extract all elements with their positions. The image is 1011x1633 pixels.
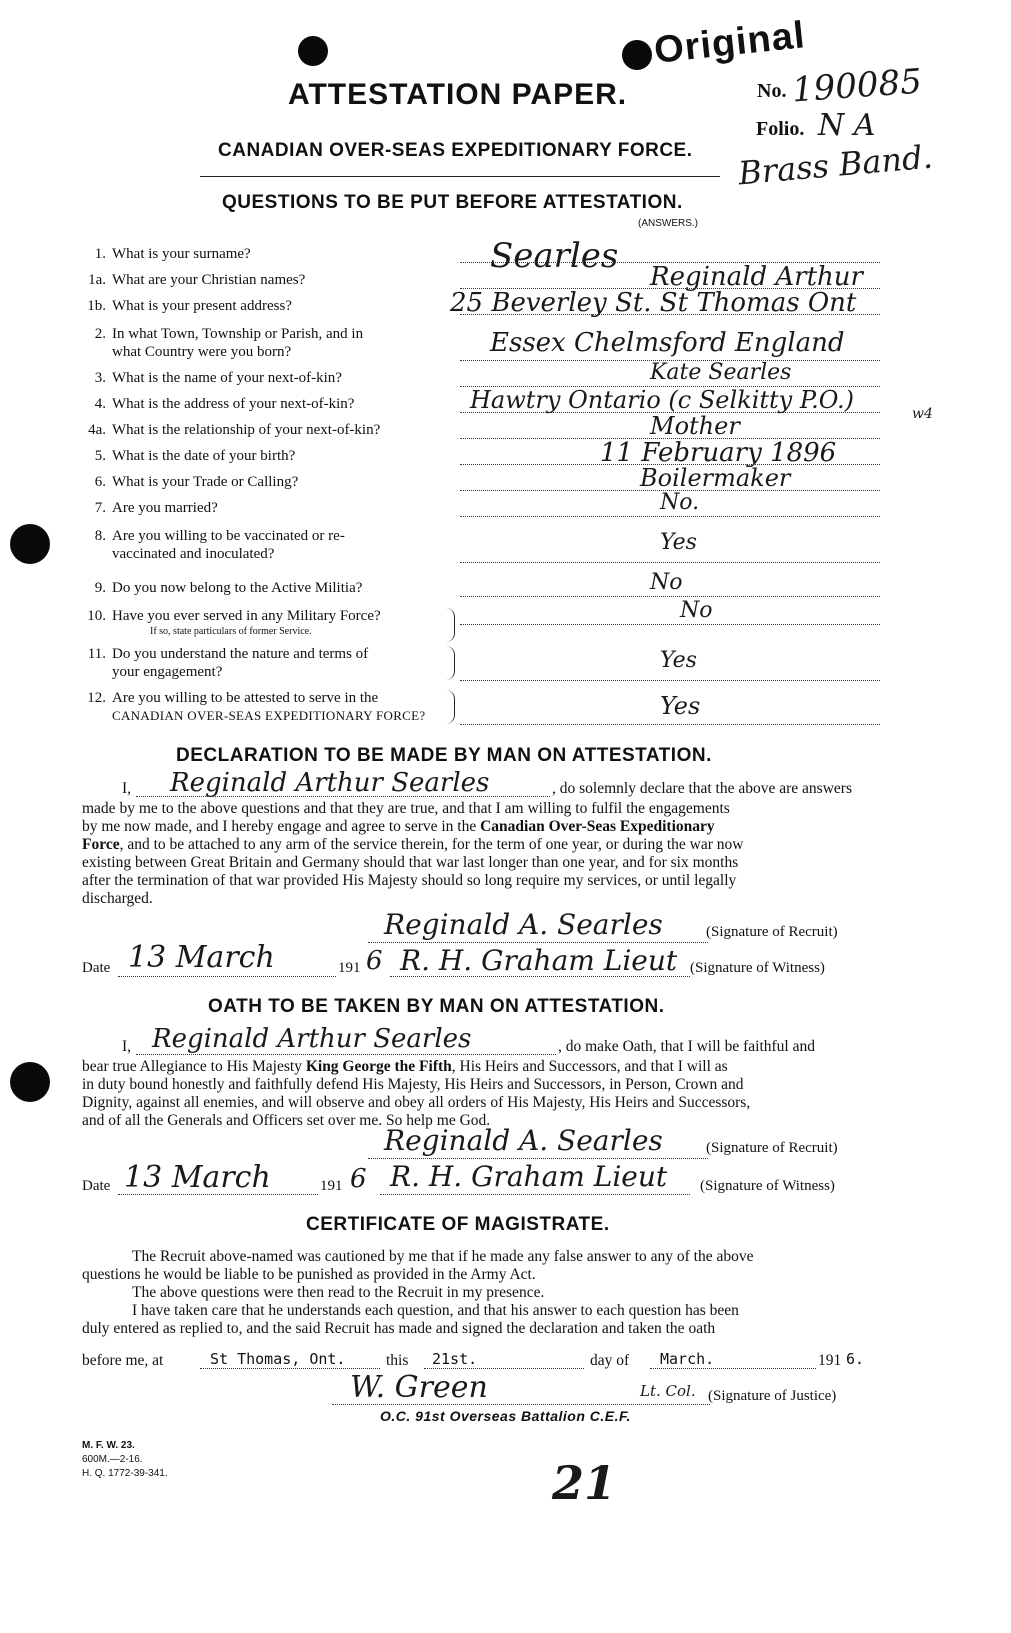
oath-line1: , do make Oath, that I will be faithful and — [558, 1038, 815, 1055]
oath-recruit-label: (Signature of Recruit) — [706, 1140, 838, 1156]
declaration-line4: Force, and to be attached to any arm of the service therein, for the term of one year, or during the war now — [82, 836, 744, 853]
question-number: 1b. — [87, 298, 106, 314]
punch-hole-top-right — [622, 40, 652, 70]
declaration-name: Reginald Arthur Searles — [170, 768, 490, 798]
question-number: 4. — [94, 396, 106, 412]
question-number: 5. — [94, 448, 106, 464]
question-number: 10. — [87, 608, 106, 624]
answer-line — [460, 724, 880, 725]
no-label: No. — [757, 80, 787, 102]
question-number: 11. — [87, 646, 106, 662]
magistrate-this-label: this — [386, 1352, 409, 1369]
question-number: 4a. — [88, 422, 106, 438]
answer-value: 25 Beverley St. St Thomas Ont — [450, 288, 857, 318]
question-number: 1a. — [88, 272, 106, 288]
oath-line5: and of all the Generals and Officers set over me. So help me God. — [82, 1112, 491, 1129]
question-text-cont: CANADIAN OVER-SEAS EXPEDITIONARY FORCE? — [112, 708, 426, 723]
page-number: 21 — [552, 1456, 617, 1510]
magistrate-month: March. — [660, 1350, 715, 1368]
question-text: In what Town, Township or Parish, and in — [112, 326, 364, 342]
question-text: What is your Trade or Calling? — [112, 474, 299, 490]
answers-label: (ANSWERS.) — [638, 218, 698, 229]
answer-value: No. — [660, 490, 700, 515]
declaration-recruit-line — [368, 942, 708, 943]
magistrate-month-line — [650, 1368, 816, 1369]
magistrate-day: 21st. — [432, 1350, 478, 1368]
magistrate-place-line — [200, 1368, 380, 1369]
question-number: 9. — [94, 580, 106, 596]
declaration-line6: after the termination of that war provided His Majesty should so long require my services, or until legally — [82, 872, 737, 889]
answer-value: Searles — [490, 236, 619, 276]
original-stamp: Original — [652, 14, 808, 72]
question-number: 7. — [94, 500, 106, 516]
question-number: 3. — [94, 370, 106, 386]
justice-line — [332, 1404, 710, 1405]
question-text: What is your surname? — [112, 246, 251, 262]
declaration-witness-line — [390, 976, 690, 977]
question-number: 8. — [94, 528, 106, 544]
answer-line — [460, 624, 880, 625]
oath-witness-signature: R. H. Graham Lieut — [390, 1160, 668, 1193]
answer-value: Yes — [660, 530, 697, 555]
no-value: 190085 — [790, 61, 924, 111]
oath-line3: in duty bound honestly and faithfully defend His Majesty, His Heirs and Successors, in Person, Crown and — [82, 1076, 744, 1093]
question-text: What is the date of your birth? — [112, 448, 296, 464]
oath-name: Reginald Arthur Searles — [152, 1024, 472, 1054]
declaration-year-prefix: 191 — [338, 960, 361, 976]
oath-witness-line — [380, 1194, 690, 1195]
magistrate-year-prefix: 191 — [818, 1352, 842, 1369]
answer-value: No — [680, 598, 713, 623]
answer-value: Essex Chelmsford England — [490, 328, 845, 358]
magistrate-stamp: O.C. 91st Overseas Battalion C.E.F. — [380, 1408, 631, 1424]
question-number: 1. — [94, 246, 106, 262]
declaration-intro: I, — [122, 780, 132, 797]
punch-hole-side — [10, 524, 50, 564]
magistrate-p1a: The Recruit above-named was cautioned by me that if he made any false answer to any of the above — [132, 1248, 754, 1265]
question-text: Do you now belong to the Active Militia? — [112, 580, 363, 596]
declaration-line1: , do solemnly declare that the above are answers — [552, 780, 852, 797]
oath-line4: Dignity, against all enemies, and will observe and obey all orders of His Majesty, His Heirs and Successors, — [82, 1094, 751, 1111]
question-text: Are you willing to be attested to serve in the — [112, 690, 379, 706]
declaration-witness-label: (Signature of Witness) — [690, 960, 825, 976]
answer-value: Kate Searles — [650, 360, 792, 385]
punch-hole-side-lower — [10, 1062, 50, 1102]
oath-line2: bear true Allegiance to His Majesty King George the Fifth, His Heirs and Successors, and that I will as — [82, 1058, 728, 1075]
question-text-cont: what Country were you born? — [112, 344, 292, 360]
answer-line — [460, 562, 880, 563]
questions-heading: QUESTIONS TO BE PUT BEFORE ATTESTATION. — [222, 192, 683, 213]
answer-line — [460, 314, 880, 315]
answer-value: 11 February 1896 — [600, 438, 837, 468]
declaration-witness-signature: R. H. Graham Lieut — [400, 944, 678, 977]
question-number: 2. — [94, 326, 106, 342]
question-text: What is the name of your next-of-kin? — [112, 370, 342, 386]
magistrate-day-line — [424, 1368, 584, 1369]
declaration-line2: made by me to the above questions and that they are true, and that I am willing to fulfil the engagements — [82, 800, 730, 817]
oath-heading: OATH TO BE TAKEN BY MAN ON ATTESTATION. — [208, 996, 665, 1017]
question-number: 6. — [94, 474, 106, 490]
question-text: Have you ever served in any Military Force? — [112, 608, 381, 624]
answer-line — [460, 596, 880, 597]
footer-hq: H. Q. 1772-39-341. — [82, 1468, 168, 1479]
question-text-cont: your engagement? — [112, 664, 223, 680]
question-text: Are you willing to be vaccinated or re- — [112, 528, 345, 544]
footer-print: 600M.—2-16. — [82, 1454, 143, 1465]
oath-recruit-signature: Reginald A. Searles — [384, 1124, 663, 1157]
answer-line — [460, 516, 880, 517]
magistrate-p3a: I have taken care that he understands each question, and that his answer to each question has been — [132, 1302, 739, 1319]
question-text: What is your present address? — [112, 298, 292, 314]
declaration-date-line — [118, 976, 336, 977]
declaration-line7: discharged. — [82, 890, 153, 907]
justice-rank: Lt. Col. — [640, 1382, 696, 1400]
answer-value: Hawtry Ontario (c Selkitty P.O.) — [470, 386, 855, 414]
question-brace — [446, 690, 455, 724]
page-subtitle: CANADIAN OVER-SEAS EXPEDITIONARY FORCE. — [218, 140, 693, 161]
magistrate-before-label: before me, at — [82, 1352, 164, 1369]
question-text: What is the address of your next-of-kin? — [112, 396, 355, 412]
unit-note: Brass Band. — [736, 137, 935, 193]
oath-name-line — [136, 1054, 556, 1055]
question-note: If so, state particulars of former Service. — [150, 626, 312, 637]
question-text-cont: vaccinated and inoculated? — [112, 546, 275, 562]
oath-date-line — [118, 1194, 318, 1195]
answer-line — [460, 680, 880, 681]
answer-value: Yes — [660, 648, 697, 673]
magistrate-heading: CERTIFICATE OF MAGISTRATE. — [306, 1214, 610, 1235]
declaration-year-suffix: 6 — [366, 946, 383, 976]
declaration-date-label: Date — [82, 960, 111, 976]
answer-value: Yes — [660, 692, 701, 720]
declaration-date-value: 13 March — [128, 940, 275, 975]
magistrate-p3b: duly entered as replied to, and the said Recruit has made and signed the declaration and taken the oath — [82, 1320, 716, 1337]
question-text: What is the relationship of your next-of-kin? — [112, 422, 381, 438]
oath-year-suffix: 6 — [350, 1164, 367, 1194]
magistrate-p2: The above questions were then read to the Recruit in my presence. — [132, 1284, 545, 1301]
question-text: What are your Christian names? — [112, 272, 306, 288]
oath-year-prefix: 191 — [320, 1178, 343, 1194]
justice-label: (Signature of Justice) — [708, 1388, 837, 1404]
question-text: Are you married? — [112, 500, 218, 516]
declaration-line3: by me now made, and I hereby engage and agree to serve in the Canadian Over-Seas Expeditionary — [82, 818, 715, 835]
oath-date-value: 13 March — [124, 1160, 271, 1195]
question-number: 12. — [87, 690, 106, 706]
header-divider — [200, 176, 720, 177]
magistrate-place: St Thomas, Ont. — [210, 1350, 346, 1368]
folio-label: Folio. — [756, 118, 805, 140]
magistrate-year-suffix: 6. — [846, 1350, 865, 1368]
punch-hole-top-left — [298, 36, 328, 66]
oath-intro: I, — [122, 1038, 132, 1055]
magistrate-p1b: questions he would be liable to be punished as provided in the Army Act. — [82, 1266, 536, 1283]
answer-note: w4 — [912, 406, 933, 422]
question-brace — [446, 646, 455, 680]
declaration-name-line — [136, 796, 550, 797]
answer-value: Reginald Arthur — [650, 262, 863, 292]
oath-witness-label: (Signature of Witness) — [700, 1178, 835, 1194]
declaration-recruit-label: (Signature of Recruit) — [706, 924, 838, 940]
justice-signature: W. Green — [350, 1370, 488, 1405]
footer-form: M. F. W. 23. — [82, 1440, 135, 1451]
answer-value: No — [650, 570, 683, 595]
page-title: ATTESTATION PAPER. — [288, 78, 628, 111]
declaration-heading: DECLARATION TO BE MADE BY MAN ON ATTESTATION. — [176, 745, 712, 766]
answer-value: Boilermaker — [640, 464, 791, 492]
oath-date-label: Date — [82, 1178, 111, 1194]
declaration-recruit-signature: Reginald A. Searles — [384, 908, 663, 941]
declaration-line5: existing between Great Britain and Germany should that war last longer than one year, and for six months — [82, 854, 739, 871]
magistrate-dayof-label: day of — [590, 1352, 630, 1369]
oath-recruit-line — [368, 1158, 708, 1159]
answer-value: Mother — [650, 412, 740, 440]
question-brace — [446, 608, 455, 642]
folio-value: N A — [818, 108, 876, 143]
question-text: Do you understand the nature and terms of — [112, 646, 369, 662]
